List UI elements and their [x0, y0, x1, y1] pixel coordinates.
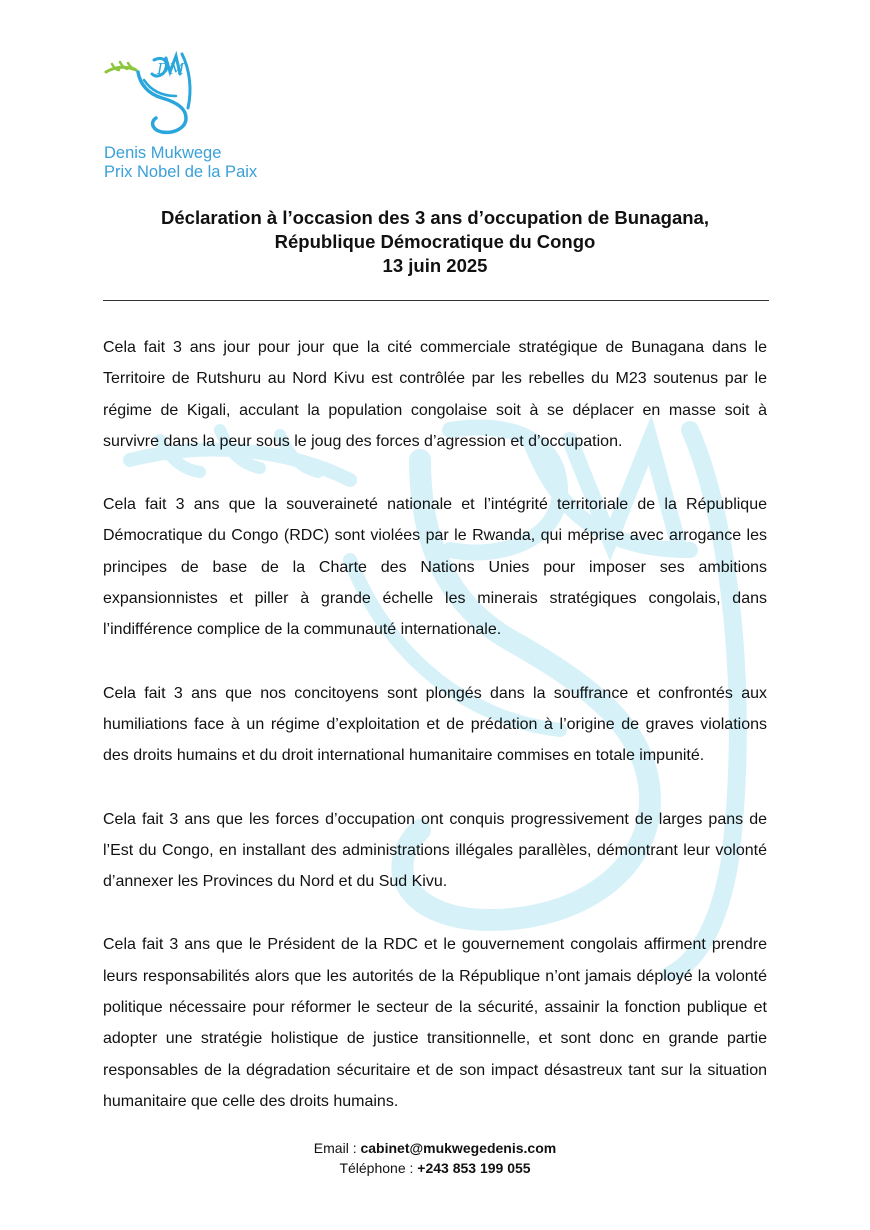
- paragraph: Cela fait 3 ans que le Président de la RDC et le gouvernement congolais affirment prendre leurs responsabilités alors que les autorités de la République n’ont jamais déployé la volonté politique nécessaire pour réformer le secteur de la sécurité, assainir la fonction publique et adopter une stratégie holistique de justice transitionnelle, et sont donc en grande partie responsables de la dégradation sécuritaire et de son impact désastreux tant sur la situation humanitaire que celle des droits humains.: [103, 936, 767, 1110]
- dove-logo-icon: [104, 50, 214, 140]
- organization-subtitle: Prix Nobel de la Paix: [104, 163, 258, 181]
- paragraph: Cela fait 3 ans que les forces d’occupation ont conquis progressivement de larges pans de l’Est du Congo, en installant des administrations illégales parallèles, démontrant leur volonté d’annexer les Provinces du Nord et du Sud Kivu.: [103, 810, 767, 891]
- paragraph: Cela fait 3 ans que nos concitoyens sont plongés dans la souffrance et confrontés aux humiliations face à un régime d’exploitation et de prédation à l’origine de graves violations des droits humains et du droit international humanitaire commises en totale impunité.: [103, 684, 767, 765]
- phone-label: Téléphone :: [339, 1160, 418, 1176]
- contact-footer: [0, 1138, 870, 1178]
- phone-line: [0, 1158, 870, 1178]
- phone-number[interactable]: +243 853 199 055: [417, 1160, 531, 1176]
- document-title: [0, 206, 870, 278]
- email-label: Email :: [313, 1140, 361, 1156]
- title-divider: [103, 300, 769, 301]
- title-line-1: Déclaration à l’occasion des 3 ans d’occupation de Bunagana,: [161, 207, 709, 228]
- organization-block: [104, 144, 257, 182]
- title-line-2: République Démocratique du Congo: [274, 231, 596, 252]
- title-date: 13 juin 2025: [382, 255, 488, 276]
- email-line: [0, 1138, 870, 1158]
- email-address[interactable]: cabinet@mukwegedenis.com: [360, 1140, 557, 1156]
- paragraph: Cela fait 3 ans jour pour jour que la cité commerciale stratégique de Bunagana dans le Territoire de Rutshuru au Nord Kivu est contrôlée par les rebelles du M23 soutenus par le régime de Kigali, acculant la population congolaise soit à se déplacer en masse soit à survivre dans la peur sous le joug des forces d’agression et d’occupation.: [103, 339, 767, 450]
- logo-monogram: DM: [157, 60, 185, 78]
- organization-name: Denis Mukwege: [104, 144, 222, 162]
- paragraph: Cela fait 3 ans que la souveraineté nationale et l’intégrité territoriale de la République Démocratique du Congo (RDC) sont violées par le Rwanda, qui méprise avec arrogance les principes de base de la Charte des Nations Unies pour imposer ses ambitions expansionnistes et piller à grande échelle les minerais stratégiques congolais, dans l’indifférence complice de la communauté internationale.: [103, 496, 767, 639]
- document-body: [103, 332, 767, 1149]
